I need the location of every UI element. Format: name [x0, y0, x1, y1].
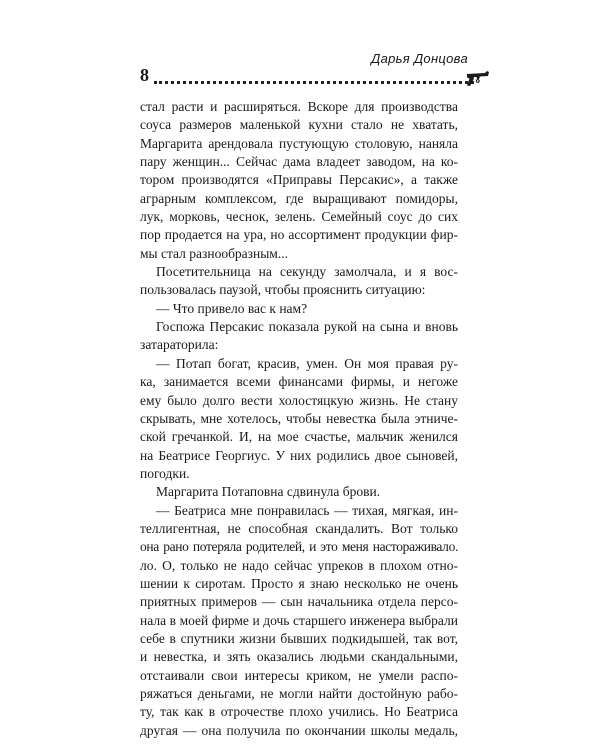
text-line: на Беатрисе Георгиус. У них родились двое сыновей, — [140, 447, 458, 463]
text-line: мы стал разнообразным... — [140, 245, 288, 261]
running-header — [140, 52, 490, 88]
body-text — [140, 98, 458, 740]
text-line: себе в спутники жизни бывших подкидышей, так вот, — [140, 630, 458, 646]
text-line: Посетительница на секунду замолчала, и я вос- — [156, 264, 458, 280]
text-line: — Потап богат, красив, умен. Он моя правая ру- — [156, 355, 458, 371]
dotted-rule — [154, 81, 474, 84]
text-line: стал расти и расширяться. Вскоре для производства — [140, 99, 458, 114]
text-line: нала в моей фирме и дочь старшего инженера выбрали — [140, 612, 458, 628]
text-line: затараторила: — [140, 337, 219, 353]
text-line: ту, так как в отрочестве плохо учились. Но Беатриса — [140, 704, 458, 720]
page-number: 8 — [140, 65, 149, 85]
text-line: ло. О, только не надо сейчас упреков в плохом отно- — [140, 557, 458, 573]
text-line: Маргарита Потаповна сдвинула брови. — [156, 484, 381, 500]
text-line: Госпожа Персакис показала рукой на сына и вновь — [156, 319, 458, 335]
text-line: скрывать, мне хотелось, чтобы невестка была этниче- — [140, 410, 458, 426]
text-line: тором производятся «Приправы Персакис», а также — [140, 172, 458, 188]
text-line: пару женщин... Сейчас дама владеет заводом, на ко- — [140, 154, 458, 170]
text-line: ряжаться деньгами, не могли найти достойную рабо- — [140, 686, 458, 701]
text-line: — Беатриса мне понравилась — тихая, мягкая, ин- — [156, 502, 458, 518]
text-line: она рано потеряла родителей, и это меня настораживало. — [140, 539, 458, 555]
text-line: аграрным комплексом, где выращивают помидоры, — [140, 190, 458, 206]
text-line: пользовалась паузой, чтобы прояснить ситуацию: — [140, 282, 426, 298]
text-line: соуса размеров маленькой кухни стало не хватать, — [140, 117, 458, 133]
text-line: отстаивали свои интересы криком, не умели распо- — [140, 667, 458, 683]
text-line: лук, морковь, чеснок, зелень. Семейный соус до сих — [140, 209, 458, 225]
text-line: ему было долго вести холостяцкую жизнь. Не стану — [140, 392, 458, 408]
author-name: Дарья Донцова — [371, 51, 468, 66]
text-line: приятных примеров — сын начальника отдела персо- — [140, 594, 458, 610]
text-line: погодки. — [140, 465, 190, 481]
text-line: и невестка, и зять оказались людьми скандальными, — [140, 649, 458, 665]
text-line: ской гречанкой. И, на мое счастье, мальчик женился — [140, 429, 458, 445]
text-line: шении к сиротам. Просто я знаю несколько не очень — [140, 575, 458, 591]
text-line: Маргарита арендовала пустующую столовую, наняла — [140, 135, 458, 151]
text-line: ка, занимается всеми финансами фирмы, и негоже — [140, 374, 458, 390]
text-line: пор продается на ура, но ассортимент продукции фир- — [140, 227, 458, 243]
text-line: другая — она получила по окончании школы медаль, — [140, 722, 458, 738]
pistol-icon — [466, 70, 490, 88]
text-line: — Что привело вас к нам? — [156, 300, 308, 316]
text-line: теллигентная, не способная скандалить. Вот только — [140, 520, 458, 536]
